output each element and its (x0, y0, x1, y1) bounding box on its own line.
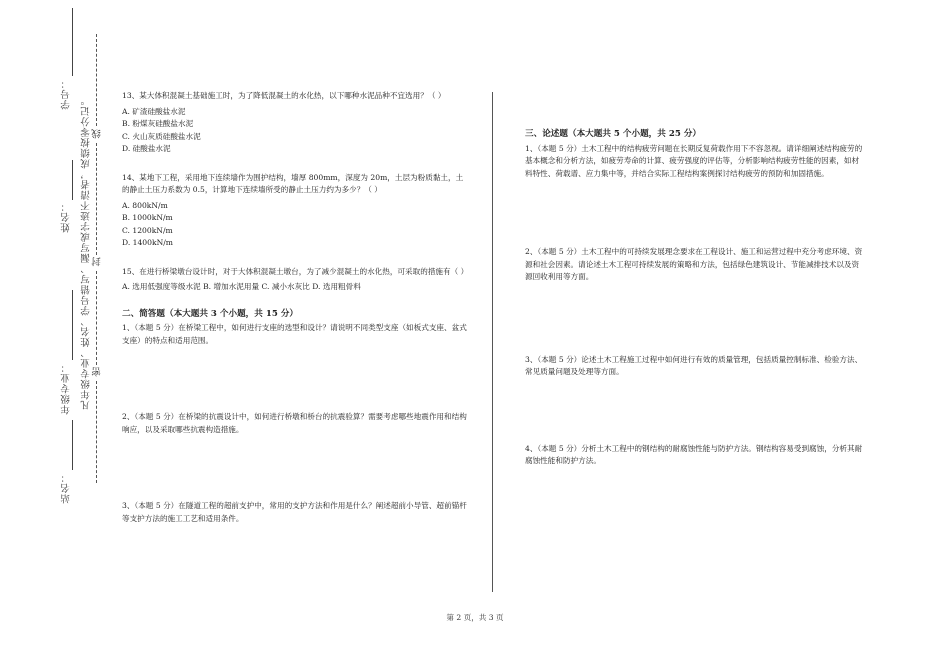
name-label: 姓名： (61, 201, 72, 233)
class-label: 年级专业： (61, 362, 72, 415)
site-label: 站名： (61, 472, 72, 504)
q14-option-c: C. 1200kN/m (122, 225, 173, 235)
name-line (72, 160, 73, 200)
seal-line-middle (96, 143, 97, 255)
right-column (525, 128, 865, 468)
q14-option-d: D. 1400kN/m (122, 238, 173, 247)
seal-char-feng: 封 (92, 256, 103, 267)
site-line (72, 420, 73, 470)
q15-options: A. 选用低强度等级水泥 B. 增加水泥用量 C. 减小水灰比 D. 选用粗骨料 (122, 282, 361, 291)
left-column (122, 90, 470, 525)
short-answer-3: 3、（本题 5 分）在隧道工程的超前支护中，常用的支护方法和作用是什么？阐述超前小导管、超前锚杆等支护方法的施工工艺和适用条件。 (122, 501, 467, 523)
binding-margin (0, 0, 110, 672)
seal-char-mi: 密 (92, 366, 103, 377)
question-15: 15、在进行桥梁墩台设计时，对于大体积混凝土墩台，为了减少混凝土的水化热，可采取的措施有（ ） (122, 266, 469, 276)
essay-4: 4、（本题 5 分）分析土木工程中的钢结构的耐腐蚀性能与防护方法。钢结构容易受到腐蚀，分析其耐腐蚀性能和防护方法。 (525, 443, 863, 465)
q13-option-a: A. 矿渣硅酸盐水泥 (122, 106, 186, 116)
seal-line-top (96, 34, 97, 126)
section-3-title: 三、论述题（本大题共 5 个小题，共 25 分） (525, 129, 702, 139)
q13-option-b: B. 粉煤灰硅酸盐水泥 (122, 119, 194, 128)
seal-line-bottom (96, 381, 97, 483)
binding-notice: 凡年级专业、姓名、学号错写、漏写或字迹不清者，成绩按零分记。 (81, 95, 92, 410)
column-divider (492, 92, 493, 592)
question-14: 14、某地下工程，采用地下连续墙作为围护结构，墙厚 800mm，深度为 20m，土层为粉质黏土，土的静止土压力系数为 0.5，计算地下连续墙所受的静止土压力约为多少？（ ） (122, 172, 464, 194)
short-answer-1: 1、（本题 5 分）在桥梁工程中，如何进行支座的选型和设计？请说明不同类型支座（如板式支座、盆式支座）的特点和适用范围。 (122, 323, 467, 345)
q13-option-d: D. 硅酸盐水泥 (122, 144, 171, 153)
student-id-label: 学号： (61, 78, 72, 110)
class-line (72, 290, 73, 360)
section-2-title: 二、简答题（本大题共 3 个小题，共 15 分） (122, 308, 299, 319)
page-number: 第 2 页，共 3 页 (446, 613, 504, 622)
question-13: 13、某大体积混凝土基础施工时，为了降低混凝土的水化热，以下哪种水泥品种不宜选用？（ ） (122, 91, 446, 100)
seal-char-xian: 线 (92, 128, 103, 139)
essay-2: 2、（本题 5 分）土木工程中的可持续发展理念要求在工程设计、施工和运营过程中充分考虑环境、资源和社会因素。请论述土木工程可持续发展的策略和方法，包括绿色建筑设计、节能减排技术以及资源回收利用等方面。 (525, 247, 863, 281)
q14-option-b: B. 1000kN/m (122, 213, 173, 222)
seal-line-lower (96, 271, 97, 365)
q14-option-a: A. 800kN/m (122, 200, 168, 210)
essay-1: 1、（本题 5 分）土木工程中的结构疲劳问题在长期反复荷载作用下不容忽视。请详细阐述结构疲劳的基本概念和分析方法，如疲劳寿命的计算、疲劳强度的评估等，分析影响结构疲劳性能的因素，如材料特性、荷载谱、应力集中等，并结合实际工程结构案例探讨结构疲劳的预防和加固措施。 (525, 143, 863, 178)
q13-option-c: C. 火山灰质硅酸盐水泥 (122, 131, 201, 141)
essay-3: 3、（本题 5 分）论述土木工程施工过程中如何进行有效的质量管理，包括质量控制标准、检验方法、常见质量问题及处理等方面。 (525, 354, 863, 376)
student-id-line (72, 8, 73, 76)
short-answer-2: 2、（本题 5 分）在桥梁的抗震设计中，如何进行桥墩和桥台的抗震验算？需要考虑哪些地震作用和结构响应，以及采取哪些抗震构造措施。 (122, 412, 467, 434)
